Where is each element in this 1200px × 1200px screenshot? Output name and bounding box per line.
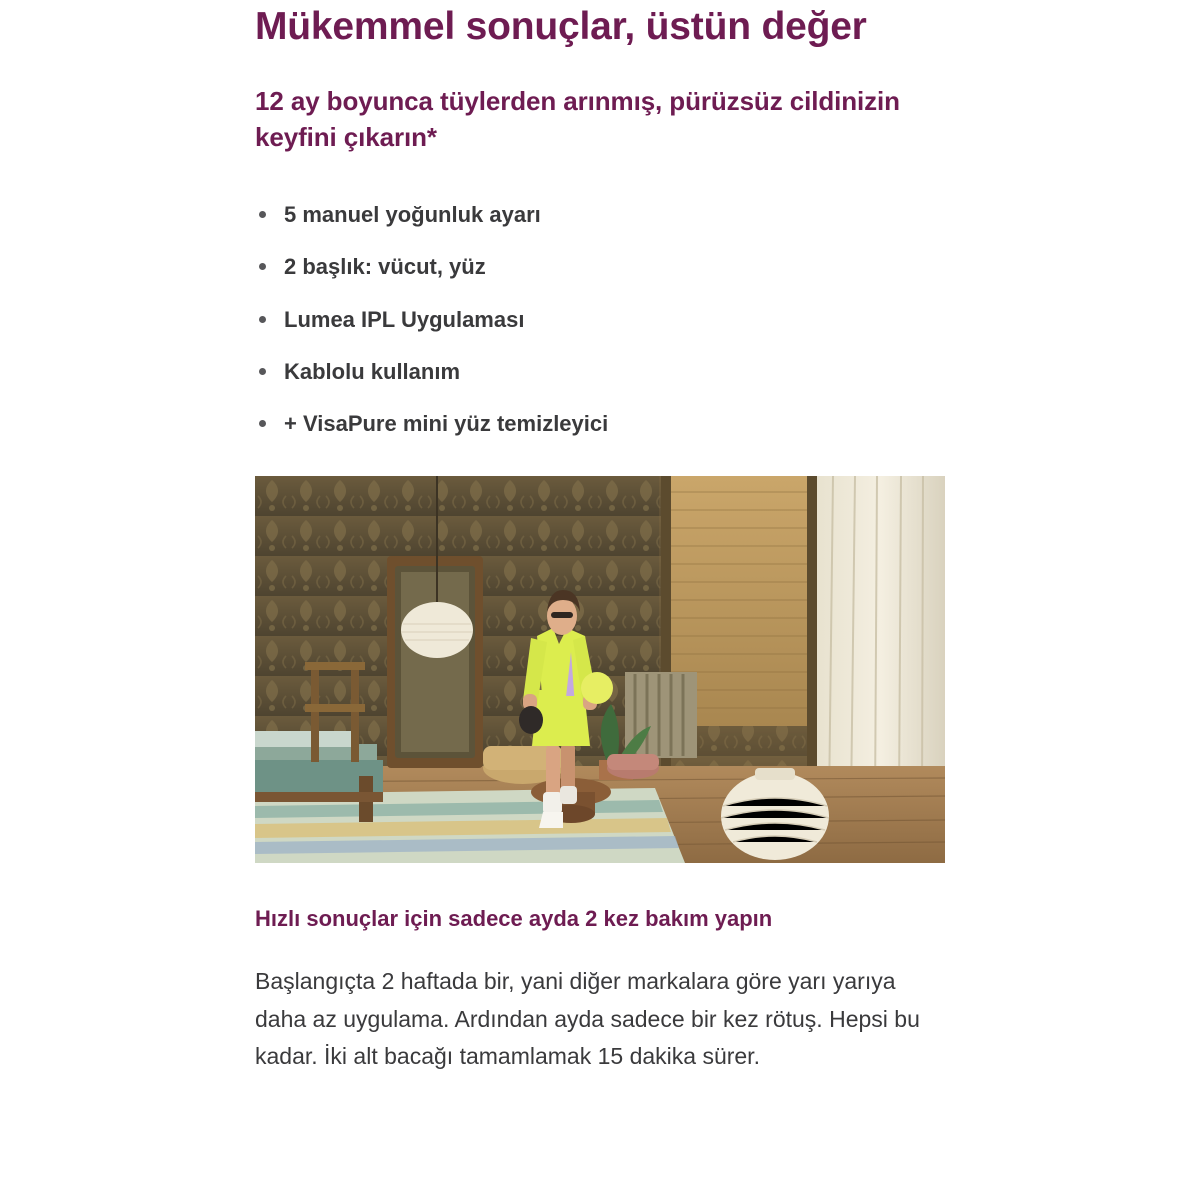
page-title: Mükemmel sonuçlar, üstün değer [255,5,867,48]
list-item [255,359,945,385]
list-item [255,254,945,280]
callout-heading: Hızlı sonuçlar için sadece ayda 2 kez bakım yapın [255,905,773,931]
list-item-label: Lumea IPL Uygulaması [284,306,525,332]
list-item-label: Kablolu kullanım [284,358,461,384]
feature-list [255,156,945,438]
subheading: 12 ay boyunca tüylerden arınmış, pürüzsüz cildinizin keyfini çıkarın* [255,86,900,152]
bullet-icon [259,368,266,375]
list-item-label: 5 manuel yoğunluk ayarı [284,201,541,227]
lifestyle-photo [255,476,945,863]
list-item [255,307,945,333]
list-item [255,411,945,437]
body-paragraph: Başlangıçta 2 haftada bir, yani diğer markalara göre yarı yarıya daha az uygulama. Ardından ayda sadece bir kez rötuş. Hepsi bu kadar. İki alt bacağı tamamlamak 15 dakika sürer. [255,968,920,1069]
bullet-icon [259,263,266,270]
bullet-icon [259,316,266,323]
article-content [255,0,945,1075]
list-item-label: 2 başlık: vücut, yüz [284,254,486,280]
bullet-icon [259,211,266,218]
list-item [255,202,945,228]
bullet-icon [259,420,266,427]
list-item-label: + VisaPure mini yüz temizleyici [284,411,609,437]
